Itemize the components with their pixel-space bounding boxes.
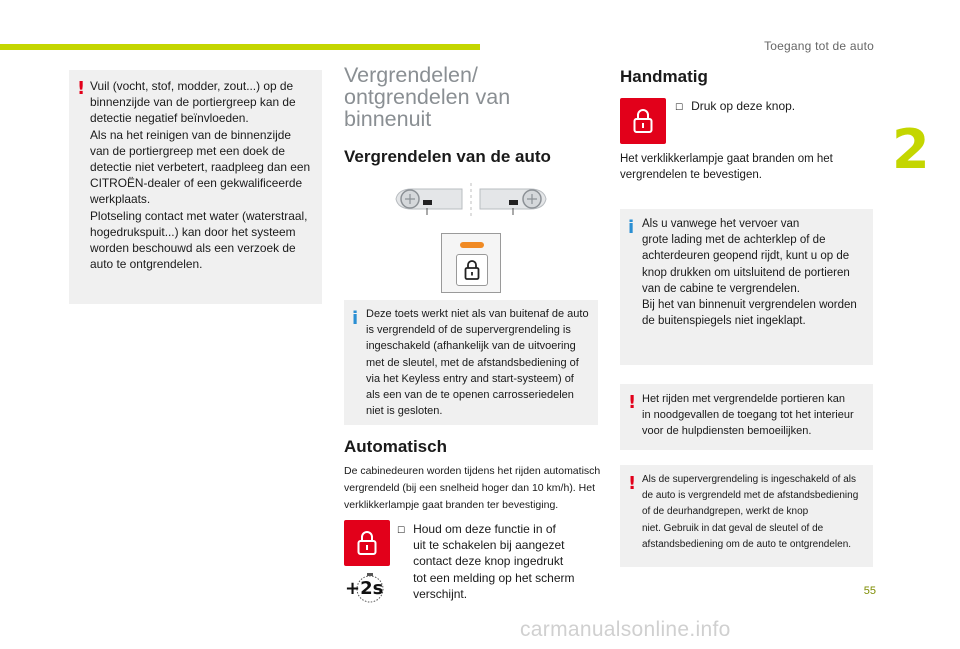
warning-note-superlock (620, 465, 873, 567)
heading-manual: Handmatig (620, 67, 708, 86)
top-accent-bar (0, 44, 480, 50)
timer-icon (344, 572, 390, 604)
lock-icon (356, 530, 378, 556)
warning-note-dirt (69, 70, 322, 304)
lock-icon (632, 108, 654, 134)
info-note-button (344, 300, 598, 425)
info-text: Deze toets werkt niet als van buitenaf de auto is vergrendeld of de supervergrendeling is ingeschakeld (afhankelijk van de uitvoering met de sleutel, met de afstandsbediening of via het Keyless entry and start-systeem) of als een van de te openen carrosseriedelen niet is gesloten. (366, 308, 589, 418)
exclamation-icon: ! (628, 473, 637, 494)
warning-note-emergency (620, 384, 873, 450)
info-icon: i (352, 308, 359, 329)
warning-text: Het rijden met vergrendelde portieren kan in noodgevallen de toegang tot het interieur voor de hulpdiensten bemoeilijken. (642, 393, 854, 438)
watermark: carmanualsonline.info (520, 618, 731, 641)
section-title: Toegang tot de auto (764, 39, 874, 53)
lock-button-icon-manual (620, 98, 666, 144)
page-number: 55 (863, 585, 876, 597)
automatic-bullet (397, 521, 597, 602)
exclamation-icon: ! (77, 78, 86, 99)
manual-bullet-text: Druk op deze knop. (691, 99, 796, 113)
manual-text: Het verklikkerlampje gaat branden om het vergrendelen te bevestigen. (620, 153, 833, 182)
chapter-number: 2 (892, 118, 930, 181)
info-note-cargo (620, 209, 873, 365)
central-lock-button-illustration (441, 233, 501, 293)
warning-text: Vuil (vocht, stof, modder, zout...) op de binnenzijde van de portiergreep kan de detectie negatief beïnvloeden. Als na het reinigen van de binnenzijde van de portiergreep met een doek de detectie niet verbetert, raadpleeg dan een CITROËN-dealer of een gekwalificeerde werkplaats. Plotseling contact met water (waterstraal, hogedrukspuit...) kan door het systeem worden beschouwd als een verzoek de auto te ontgrendelen. (90, 79, 311, 272)
square-bullet: ☐ (397, 526, 406, 536)
timer-label: +2s (345, 578, 384, 599)
heading-automatic: Automatisch (344, 437, 447, 456)
lock-icon (456, 254, 488, 286)
exclamation-icon: ! (628, 392, 637, 413)
info-icon: i (628, 217, 635, 238)
page-title: Vergrendelen/ ontgrendelen van binnenuit (344, 63, 511, 131)
info-text: Als u vanwege het vervoer van grote lading met de achterklep of de achterdeuren geopend rijdt, kunt u op de knop drukken om uitsluitend de portieren van de cabine te vergrendelen. Bij het van binnenuit vergrendelen worden de buitenspiegels niet ingeklapt. (642, 218, 857, 328)
automatic-bullet-text: Houd om deze functie in of uit te schakelen bij aangezet contact deze knop ingedrukt tot een melding op het scherm verschijnt. (413, 522, 575, 601)
door-handles-illustration (394, 181, 548, 221)
automatic-text: De cabinedeuren worden tijdens het rijden automatisch vergrendeld (bij een snelheid hoger dan 10 km/h). Het verklikkerlampje gaat branden ter bevestiging. (344, 465, 601, 511)
square-bullet: ☐ (675, 103, 684, 113)
manual-bullet (675, 98, 865, 116)
lock-button-icon-auto (344, 520, 390, 566)
warning-text: Als de supervergrendeling is ingeschakeld of als de auto is vergrendeld met de afstandsbediening of de deurhandgrepen, werkt de knop niet. Gebruik in dat geval de sleutel of de afstandsbediening om de auto te ontgrendelen. (642, 474, 859, 550)
section-heading-lock: Vergrendelen van de auto (344, 147, 551, 166)
indicator-lamp (460, 242, 484, 248)
